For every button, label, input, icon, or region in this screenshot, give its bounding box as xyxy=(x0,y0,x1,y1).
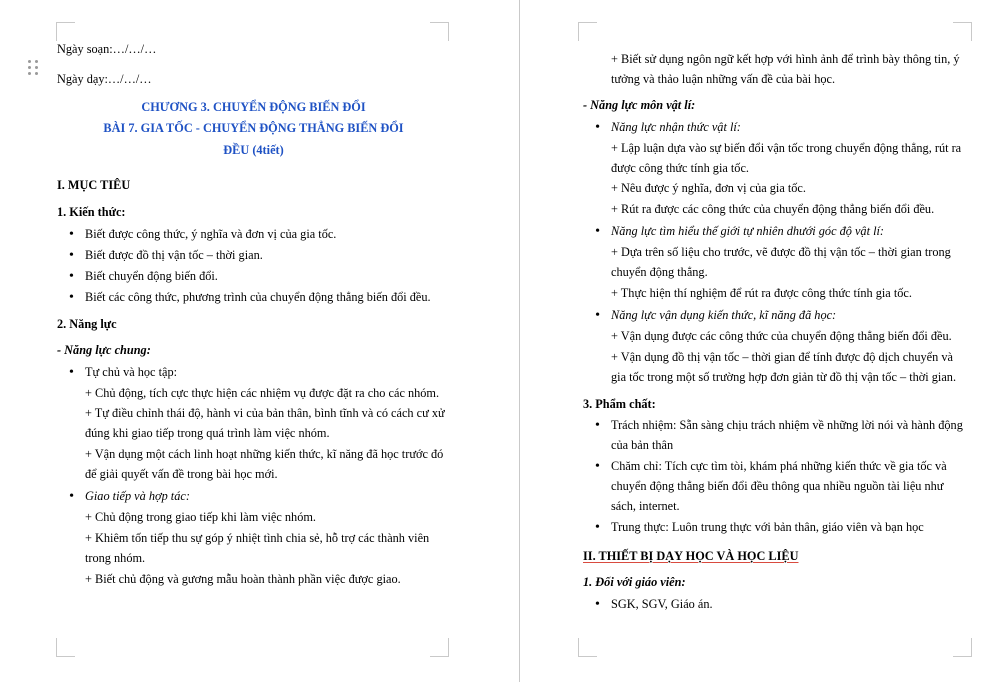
drag-handle-dots-icon[interactable] xyxy=(28,60,40,76)
subsection-heading-2-1: 1. Đối với giáo viên: xyxy=(583,574,686,589)
crop-mark xyxy=(953,638,972,657)
list-item: • Biết được đồ thị vận tốc – thời gian. xyxy=(57,246,450,266)
competence-point: + Thực hiện thí nghiệm để rút ra được công thức tính gia tốc. xyxy=(611,285,912,300)
competence-point: + Chủ động, tích cực thực hiện các nhiệm vụ được đặt ra cho các nhóm. xyxy=(85,385,440,400)
page-divider xyxy=(519,0,520,682)
date-prepared: Ngày soạn:…/…/… xyxy=(57,42,157,56)
competence-point: + Vận dụng một cách linh hoạt những kiến thức, kĩ năng đã học trước đó để giải quyết vấn đề trong bài học mới. xyxy=(85,447,444,482)
dot xyxy=(28,72,31,75)
dot xyxy=(28,60,31,63)
section-heading-1: I. MỤC TIÊU xyxy=(57,178,131,193)
subsection-heading-1-2: 2. Năng lực xyxy=(57,316,117,331)
chapter-title: CHƯƠNG 3. CHUYỂN ĐỘNG BIẾN ĐỔI xyxy=(141,99,366,114)
competence-point: + Lập luận dựa vào sự biến đổi vận tốc trong chuyển động thẳng, rút ra được công thức tính gia tốc. xyxy=(611,140,962,175)
teacher-materials-list xyxy=(583,595,963,615)
list-item: • Chăm chỉ: Tích cực tìm tòi, khám phá những kiến thức về gia tốc và chuyển động thẳng biến đổi đều thông qua nhiều nguồn tài liệu như sách, internet. xyxy=(583,457,963,517)
subject-competence-heading: - Năng lực môn vật lí: xyxy=(583,97,696,112)
competence-point: + Rút ra được các công thức của chuyển động thẳng biến đổi đều. xyxy=(611,202,935,217)
general-competence-heading: - Năng lực chung: xyxy=(57,342,151,357)
dot xyxy=(28,66,31,69)
section-heading-2-text: II. THIẾT BỊ DẠY HỌC VÀ HỌC LIỆU xyxy=(583,548,799,563)
competence-group-list-2 xyxy=(57,487,450,507)
competence-point: + Tự điều chỉnh thái độ, hành vi của bản thân, bình tĩnh và có cách cư xử đúng khi giao tiếp trong quá trình làm việc nhóm. xyxy=(85,406,445,441)
subject-competence-group-3 xyxy=(583,306,963,326)
crop-mark xyxy=(56,638,75,657)
subject-competence-group-2 xyxy=(583,222,963,242)
subsection-heading-3: 3. Phẩm chất: xyxy=(583,396,656,411)
dot xyxy=(35,72,38,75)
crop-mark xyxy=(430,22,449,41)
crop-mark xyxy=(578,638,597,657)
list-item: • Biết được công thức, ý nghĩa và đơn vị của gia tốc. xyxy=(57,225,450,245)
date-taught: Ngày dạy:…/…/… xyxy=(57,71,152,86)
list-item: • Giao tiếp và hợp tác: xyxy=(57,487,450,507)
lesson-title-line2-text: ĐỀU xyxy=(223,142,250,157)
list-item: • Trung thực: Luôn trung thực với bản thân, giáo viên và bạn học xyxy=(583,518,963,538)
list-item: • Năng lực tìm hiểu thế giới tự nhiên dhưới góc độ vật lí: xyxy=(583,222,963,242)
competence-group-list xyxy=(57,363,450,383)
list-item: • SGK, SGV, Giáo án. xyxy=(583,595,963,615)
list-item: • Biết các công thức, phương trình của chuyển động thẳng biến đổi đều. xyxy=(57,288,450,308)
subject-competence-group-1 xyxy=(583,118,963,138)
continued-point: + Biết sử dụng ngôn ngữ kết hợp với hình ảnh để trình bày thông tin, ý tưởng và thảo luận những vấn đề của bài học. xyxy=(611,52,960,86)
list-item: • Biết chuyển động biến đổi. xyxy=(57,267,450,287)
dot xyxy=(35,60,38,63)
crop-mark xyxy=(430,638,449,657)
page-left xyxy=(57,40,450,591)
competence-point: + Vận dụng đồ thị vận tốc – thời gian để tính được độ dịch chuyển và gia tốc trong một số trường hợp đơn giản từ đồ thị vận tốc – thời gian. xyxy=(611,349,957,384)
knowledge-list xyxy=(57,225,450,308)
lesson-title-suffix: (4tiết) xyxy=(252,142,284,157)
list-item: • Năng lực vận dụng kiến thức, kĩ năng đã học: xyxy=(583,306,963,326)
dot xyxy=(35,66,38,69)
list-item: • Năng lực nhận thức vật lí: xyxy=(583,118,963,138)
crop-mark xyxy=(953,22,972,41)
section-heading-2 xyxy=(583,547,963,567)
competence-point: + Chủ động trong giao tiếp khi làm việc nhóm. xyxy=(85,509,316,524)
quality-list xyxy=(583,416,963,537)
list-item: • Trách nhiệm: Sẵn sàng chịu trách nhiệm về những lời nói và hành động của bản thân xyxy=(583,416,963,456)
lesson-title: BÀI 7. GIA TỐC - CHUYỂN ĐỘNG THẲNG BIẾN ĐỔI xyxy=(103,121,404,136)
competence-point: + Dựa trên số liệu cho trước, vẽ được đồ thị vận tốc – thời gian trong chuyển động thẳng. xyxy=(611,245,951,280)
crop-mark xyxy=(56,22,75,41)
list-item: • Tự chủ và học tập: xyxy=(57,363,450,383)
competence-point: + Biết chủ động và gương mẫu hoàn thành phần việc được giao. xyxy=(85,571,401,586)
page-right xyxy=(583,40,963,616)
lesson-title-line2 xyxy=(57,140,450,162)
competence-point: + Khiêm tốn tiếp thu sự góp ý nhiệt tình chia sẻ, hỗ trợ các thành viên trong nhóm. xyxy=(85,530,430,565)
competence-point: + Nêu được ý nghĩa, đơn vị của gia tốc. xyxy=(611,181,806,196)
subsection-heading-1-1: 1. Kiến thức: xyxy=(57,205,126,220)
crop-mark xyxy=(578,22,597,41)
competence-point: + Vận dụng được các công thức của chuyển động thẳng biến đổi đều. xyxy=(611,328,952,343)
